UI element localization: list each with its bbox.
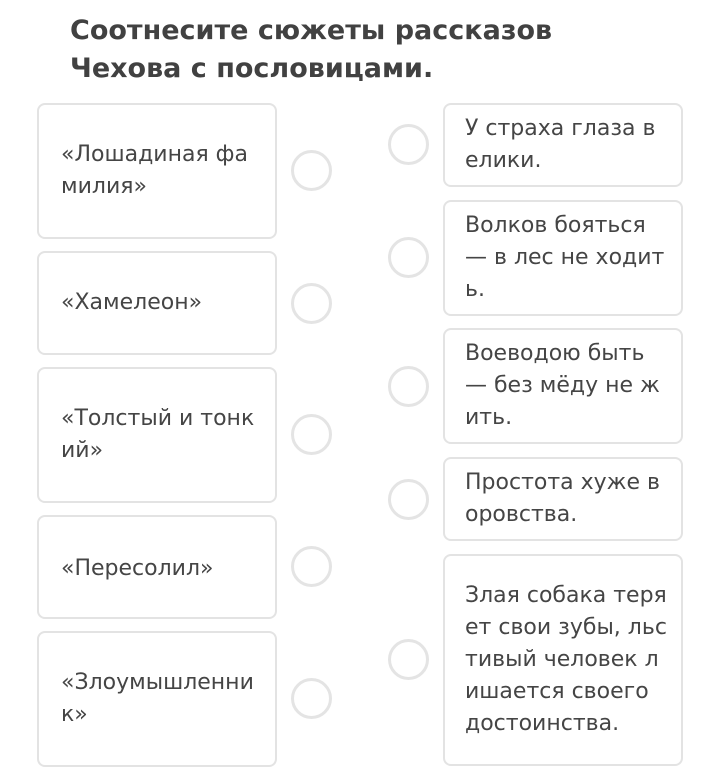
right-item-card[interactable]	[443, 457, 683, 541]
left-item-label: «Злоумышленни к»	[61, 670, 254, 727]
left-item-label: «Толстый и тонкий»	[61, 406, 255, 463]
left-item-label: «Пересолил»	[61, 556, 214, 581]
right-item-radio[interactable]	[388, 639, 429, 680]
left-item-radio[interactable]	[291, 678, 332, 719]
right-item-radio[interactable]	[388, 124, 429, 165]
right-item-card[interactable]	[443, 200, 683, 316]
right-item-label: Простота хуже воровства.	[465, 470, 660, 527]
left-item-radio[interactable]	[291, 283, 332, 324]
right-item-radio[interactable]	[388, 479, 429, 520]
right-item-card[interactable]	[443, 328, 683, 444]
left-item-label: «Лошадиная фамилия»	[61, 142, 248, 199]
right-item-radio[interactable]	[388, 366, 429, 407]
right-item-card[interactable]	[443, 554, 683, 766]
right-item-label: Воеводою быть — без мёду не жить.	[465, 341, 660, 430]
right-item-label: Волков бояться — в лес не ходить.	[465, 213, 665, 302]
left-item-card[interactable]	[37, 367, 277, 503]
left-item-radio[interactable]	[291, 546, 332, 587]
right-item-card[interactable]	[443, 103, 683, 187]
left-item-card[interactable]	[37, 103, 277, 239]
left-item-radio[interactable]	[291, 414, 332, 455]
left-item-radio[interactable]	[291, 150, 332, 191]
left-item-card[interactable]	[37, 515, 277, 619]
left-item-card[interactable]	[37, 631, 277, 767]
right-item-label: Злая собака теряет свои зубы, льстивый человек лишается своего достоинства.	[465, 583, 667, 736]
right-item-label: У страха глаза велики.	[465, 116, 656, 173]
left-item-card[interactable]	[37, 251, 277, 355]
right-item-radio[interactable]	[388, 237, 429, 278]
left-item-label: «Хамелеон»	[61, 290, 203, 315]
question-title: Соотнесите сюжеты рассказов Чехова с пословицами.	[70, 15, 553, 84]
